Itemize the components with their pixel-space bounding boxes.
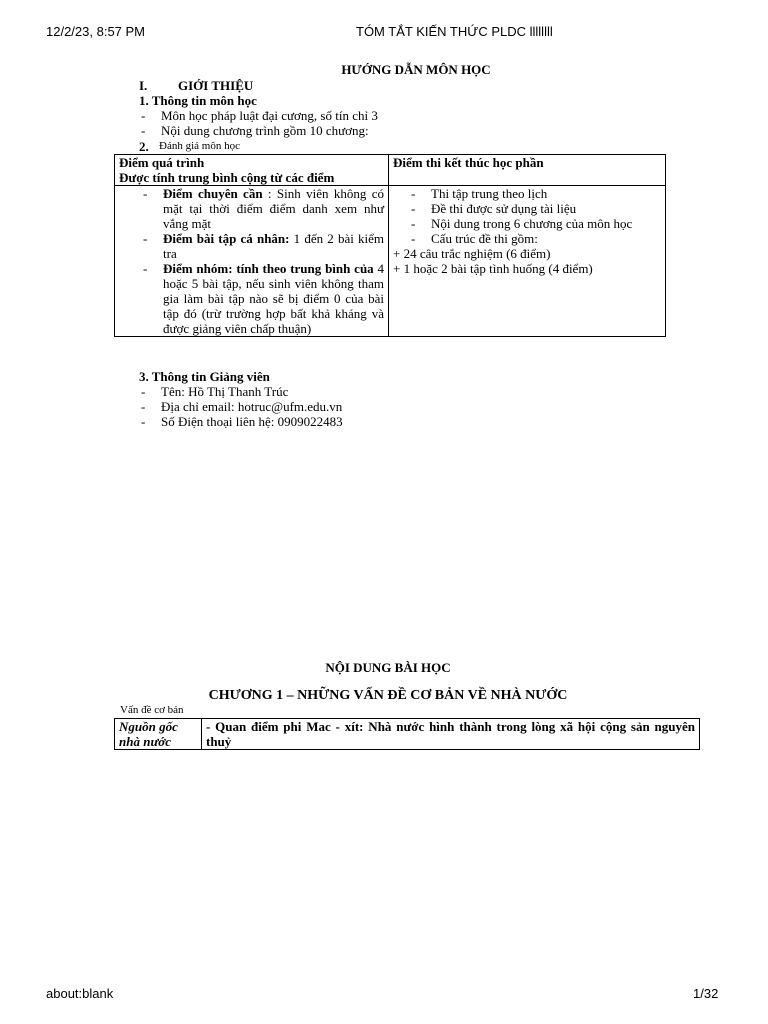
basic-issues-label: Vấn đề cơ bản <box>120 704 184 716</box>
list-item: - Địa chỉ email: hotruc@ufm.edu.vn <box>139 399 559 414</box>
page-heading: HƯỚNG DẪN MÔN HỌC <box>341 62 491 77</box>
item-label: Điểm chuyên cần <box>163 186 263 201</box>
subsection-3-title: 3. Thông tin Giảng viên <box>139 369 270 384</box>
table-row <box>115 186 666 337</box>
item-text: 4 hoặc 5 bài tập, nếu sinh viên không tham gia làm bài tập nào sẽ bị điểm 0 của bài tập đó (trừ trường hợp bất khả kháng và được giảng viên chấp thuận) <box>163 261 384 336</box>
table-header-cell <box>389 155 666 186</box>
list-item: - Nội dung trong 6 chương của môn học <box>409 216 661 231</box>
list-item <box>141 186 384 231</box>
origin-text: - Quan điểm phi Mac - xít: Nhà nước hình thành trong lòng xã hội cộng sản nguyên thuỷ <box>206 719 695 749</box>
section-number: I. <box>139 78 148 93</box>
table-cell <box>202 719 700 750</box>
table-row <box>115 719 700 750</box>
subsection-1-list <box>139 108 559 138</box>
table-header-cell <box>115 155 389 186</box>
list-item: - Môn học pháp luật đại cương, số tín chỉ 3 <box>139 108 559 123</box>
print-url: about:blank <box>46 986 114 1001</box>
list-item <box>141 231 384 261</box>
table-row <box>115 155 666 186</box>
final-exam-list <box>409 186 661 246</box>
list-item: - Thi tập trung theo lịch <box>409 186 661 201</box>
table-cell <box>389 186 666 337</box>
table-cell <box>115 186 389 337</box>
exam-structure-line: + 24 câu trắc nghiệm (6 điểm) <box>393 246 551 261</box>
list-item: - Cấu trúc đề thi gồm: <box>409 231 661 246</box>
process-score-subheader: Được tính trung bình cộng từ các điểm <box>119 170 335 185</box>
process-score-header: Điểm quá trình <box>119 155 205 170</box>
item-text: : Sinh viên không có mặt tại thời điểm điểm danh xem như vắng mặt <box>163 186 384 231</box>
item-label: Điểm bài tập cá nhân: <box>163 231 290 246</box>
subsection-1-title: 1. Thông tin môn học <box>139 93 257 108</box>
subsection-2-title: Đánh giá môn học <box>159 140 240 152</box>
table-cell-label <box>115 719 202 750</box>
state-origin-table <box>114 718 700 750</box>
list-item: - Nội dung chương trình gồm 10 chương: <box>139 123 559 138</box>
section-title: GIỚI THIỆU <box>178 78 254 93</box>
list-item: - Tên: Hồ Thị Thanh Trúc <box>139 384 559 399</box>
subsection-2-number: 2. <box>139 139 149 154</box>
print-doc-title: TÓM TẮT KIẾN THỨC PLDC llllllll <box>356 24 553 39</box>
subsection-3-list <box>139 384 559 429</box>
process-score-list <box>141 186 384 336</box>
list-item: - Số Điện thoại liên hệ: 0909022483 <box>139 414 559 429</box>
exam-structure-line: + 1 hoặc 2 bài tập tình huống (4 điểm) <box>393 261 593 276</box>
content-heading: NỘI DUNG BÀI HỌC <box>325 660 451 675</box>
origin-label: Nguồn gốc nhà nước <box>119 719 178 749</box>
final-exam-header: Điểm thi kết thúc học phần <box>393 155 544 170</box>
list-item: - Đề thi được sử dụng tài liệu <box>409 201 661 216</box>
list-item <box>141 261 384 336</box>
chapter-1-heading: CHƯƠNG 1 – NHỮNG VẤN ĐỀ CƠ BẢN VỀ NHÀ NƯỚC <box>208 688 568 703</box>
grading-table <box>114 154 666 337</box>
item-text: 1 đến 2 bài kiểm tra <box>163 231 384 261</box>
print-page-number: 1/32 <box>693 986 719 1001</box>
print-datetime: 12/2/23, 8:57 PM <box>46 24 146 39</box>
item-label: Điểm nhóm: tính theo trung bình của <box>163 261 374 276</box>
